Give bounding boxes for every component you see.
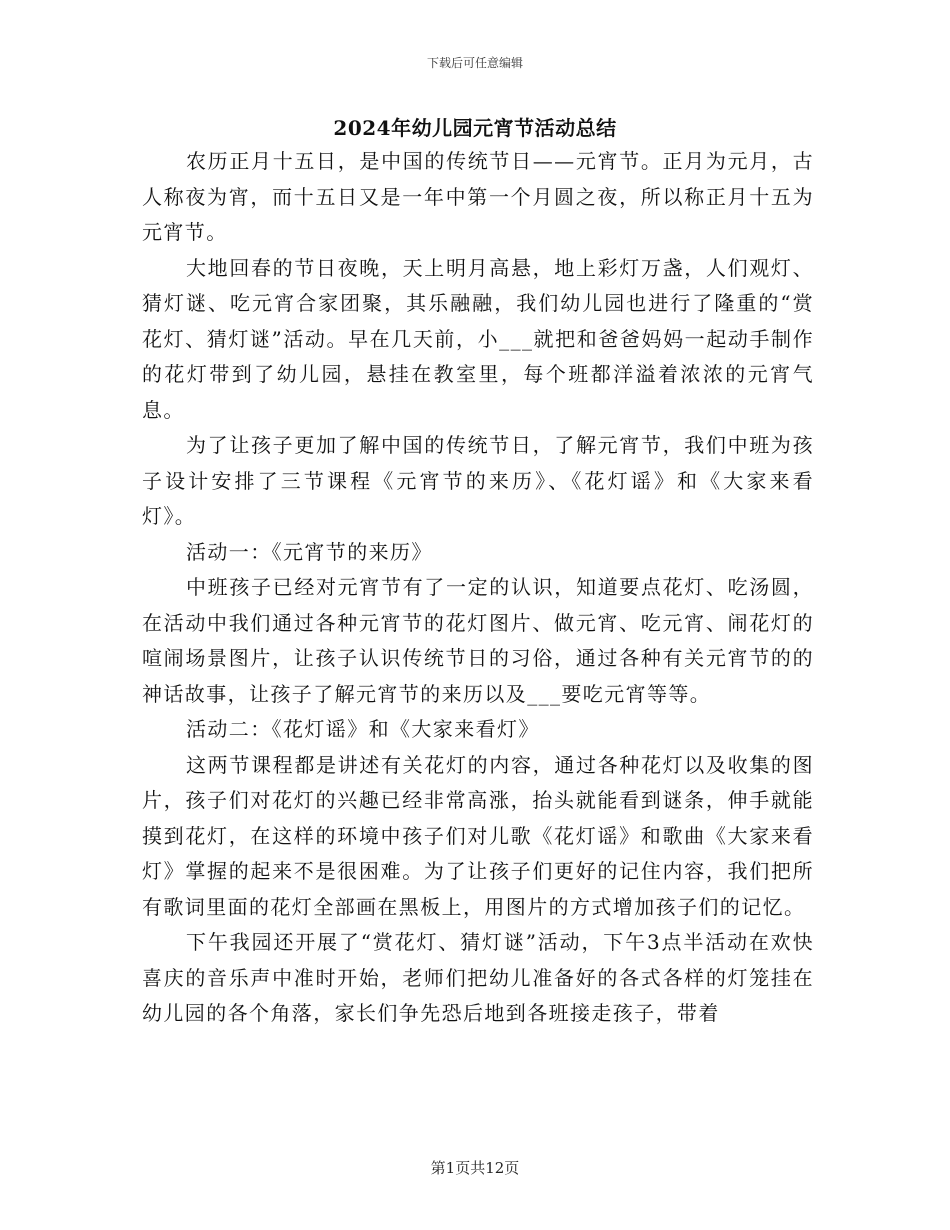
paragraph-activity-two: 这两节课程都是讲述有关花灯的内容，通过各种花灯以及收集的图片，孩子们对花灯的兴趣已经非常高涨，抬头就能看到谜条，伸手就能摸到花灯，在这样的环境中孩子们对儿歌《花灯谣》和歌曲《大家来看灯》掌握的起来不是很困难。为了让孩子们更好的记住内容，我们把所有歌词里面的花灯全部画在黑板上，用图片的方式增加孩子们的记忆。 — [142, 752, 814, 919]
page-number-footer: 第1页共12页 — [430, 1159, 520, 1177]
document-body — [142, 144, 814, 1032]
paragraph-intro: 农历正月十五日，是中国的传统节日——元宵节。正月为元月，古人称夜为宵，而十五日又是一年中第一个月圆之夜，所以称正月十五为元宵节。 — [142, 149, 814, 244]
paragraph-afternoon-event: 下午我园还开展了“赏花灯、猜灯谜”活动，下午3点半活动在欢快喜庆的音乐声中准时开始，老师们把幼儿准备好的各式各样的灯笼挂在幼儿园的各个角落，家长们争先恐后地到各班接走孩子，带着 — [142, 930, 814, 1025]
document-title: 2024年幼儿园元宵节活动总结 — [333, 116, 617, 140]
activity-one-heading: 活动一：《元宵节的来历》 — [186, 539, 433, 564]
paragraph-festival-night: 大地回春的节日夜晚，天上明月高悬，地上彩灯万盏，人们观灯、猜灯谜、吃元宵合家团聚，其乐融融，我们幼儿园也进行了隆重的“赏花灯、猜灯谜”活动。早在几天前，小___就把和爸爸妈妈一起动手制作的花灯带到了幼儿园，悬挂在教室里，每个班都洋溢着浓浓的元宵气息。 — [142, 255, 814, 422]
paragraph-activity-one: 中班孩子已经对元宵节有了一定的认识，知道要点花灯、吃汤圆，在活动中我们通过各种元宵节的花灯图片、做元宵、吃元宵、闹花灯的喧闹场景图片，让孩子认识传统节日的习俗，通过各种有关元宵节的的神话故事，让孩子了解元宵节的来历以及___要吃元宵等等。 — [142, 575, 814, 706]
paragraph-courses: 为了让孩子更加了解中国的传统节日，了解元宵节，我们中班为孩子设计安排了三节课程《元宵节的来历》、《花灯谣》和《大家来看灯》。 — [142, 433, 814, 528]
activity-two-heading: 活动二：《花灯谣》和《大家来看灯》 — [186, 717, 540, 741]
header-note: 下载后可任意编辑 — [426, 56, 523, 70]
